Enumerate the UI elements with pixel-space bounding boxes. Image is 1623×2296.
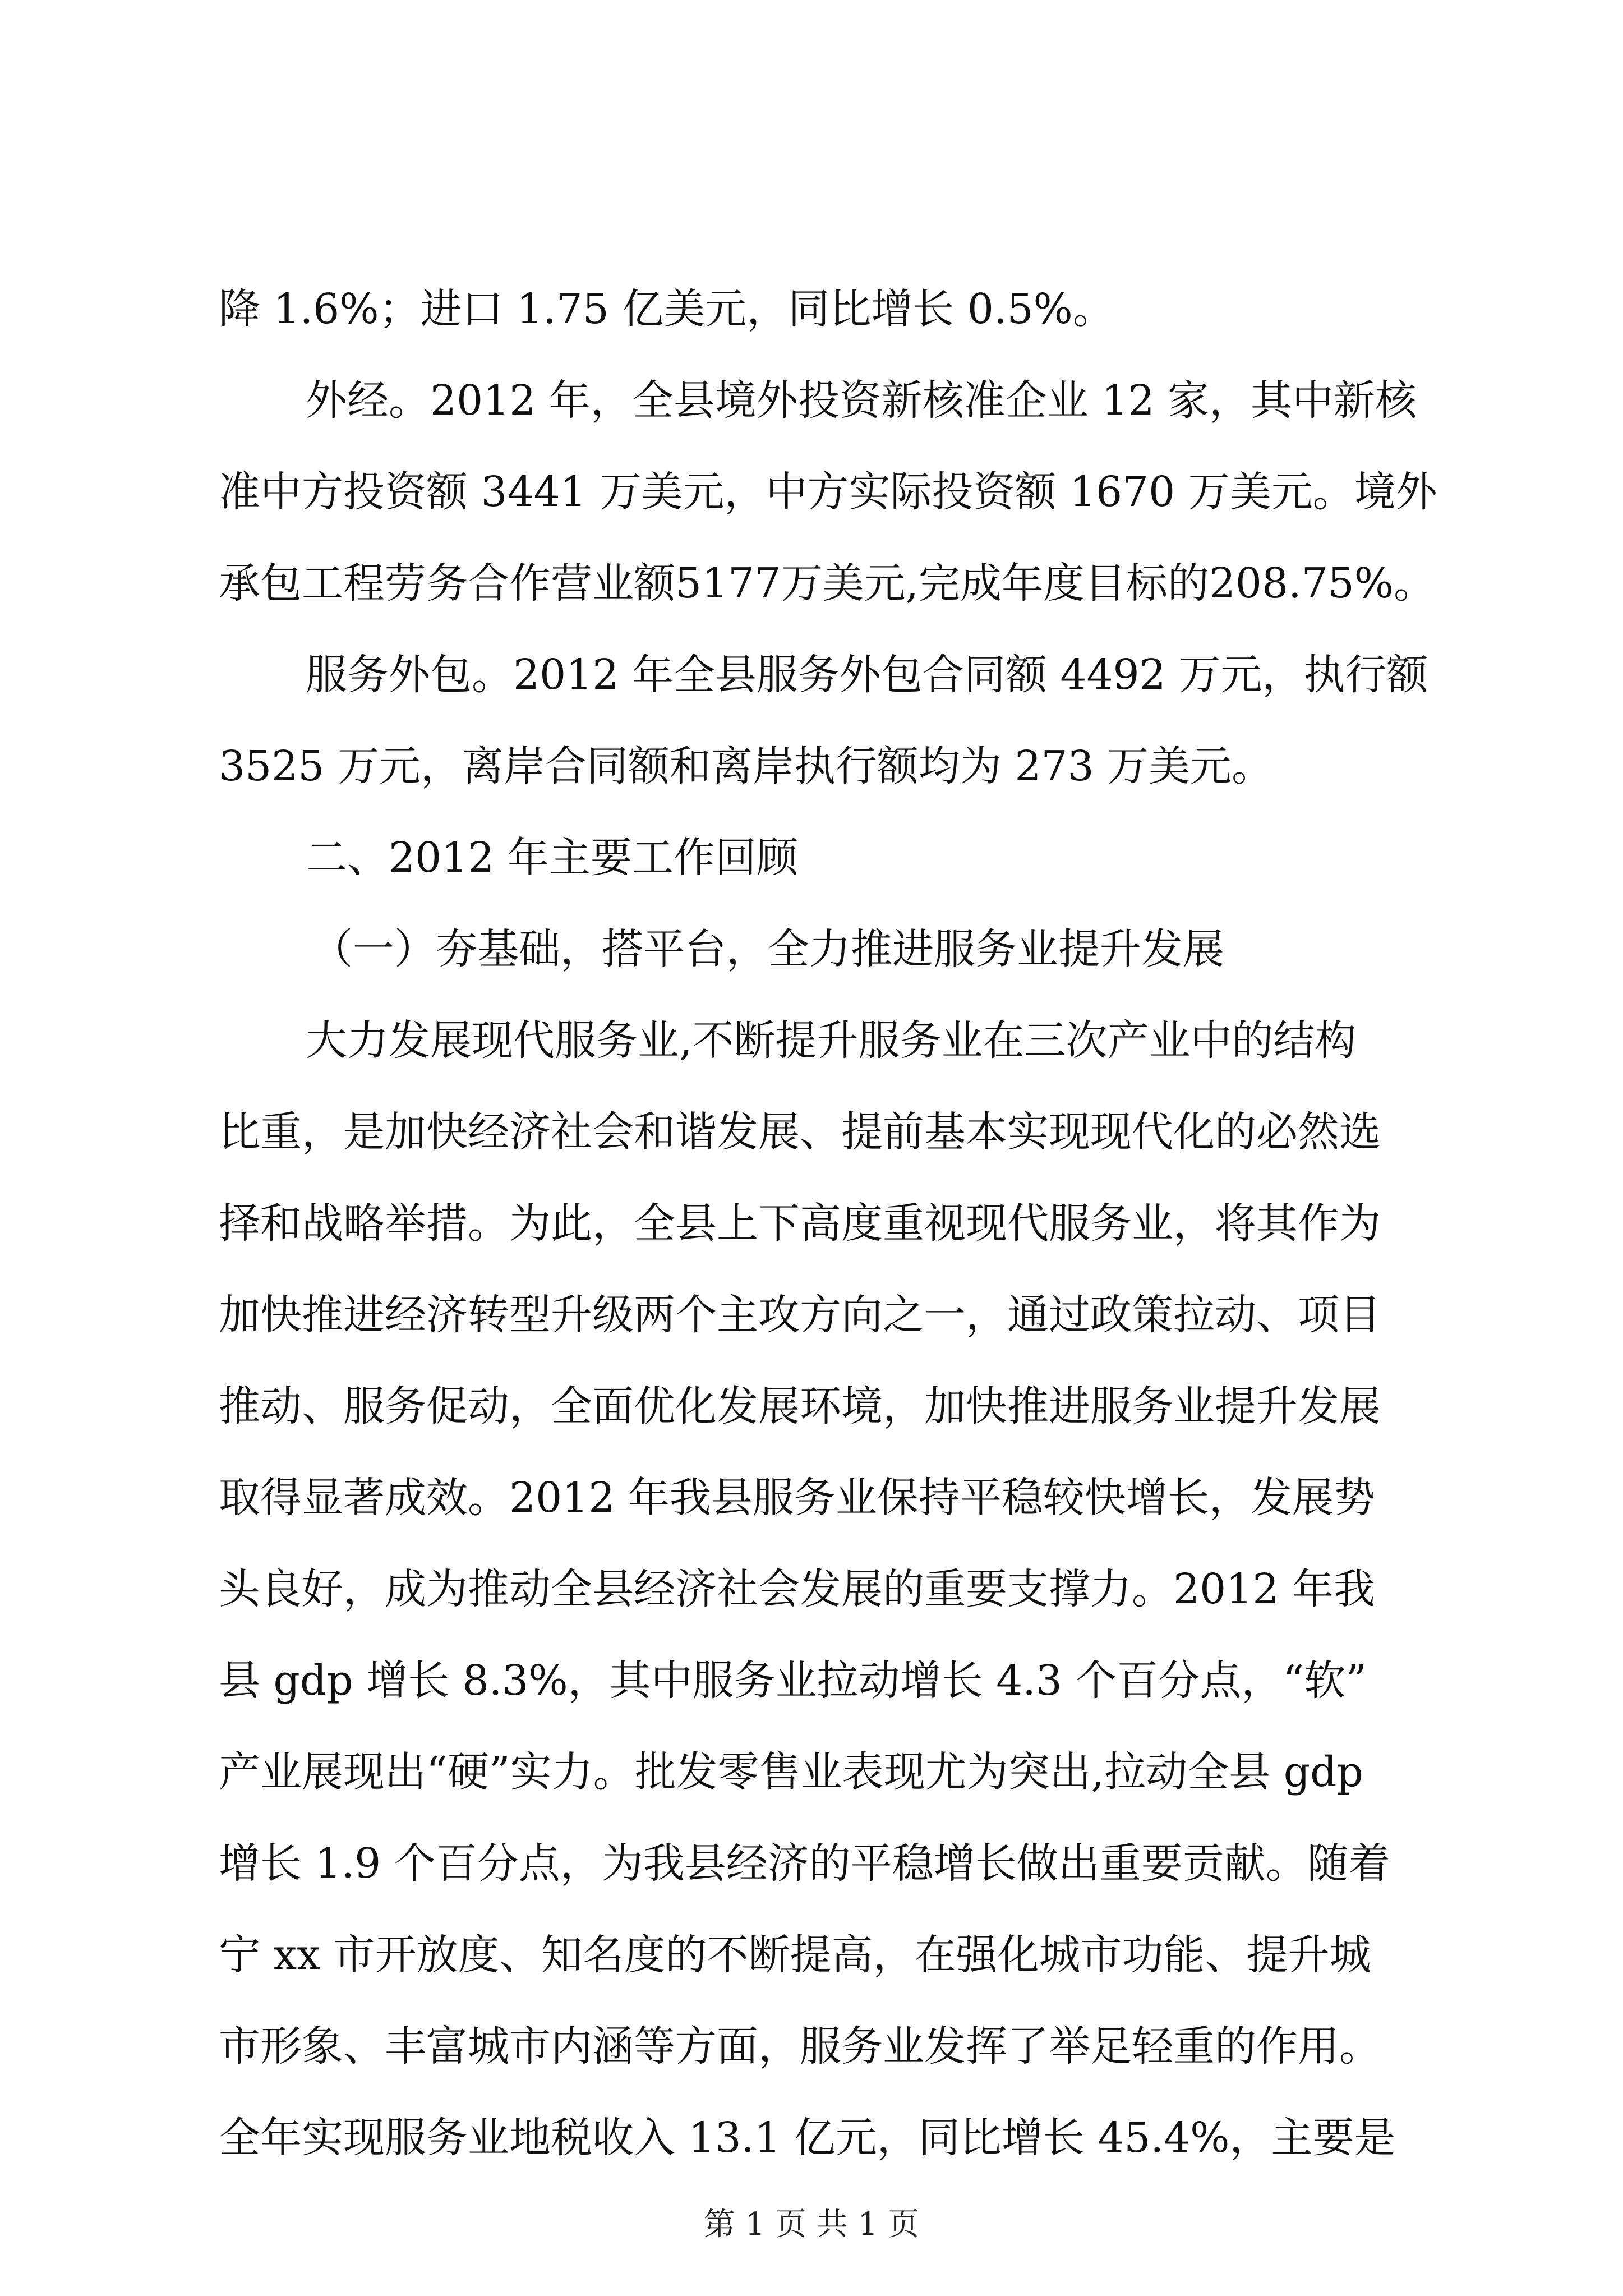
text-line-16-text: 县 gdp 增长 8.3%，其中服务业拉动增长 4.3 个百分点，“软” (219, 1657, 1367, 1705)
text-line-17-text: 产业展现出“硬”实力。批发零售业表现尤为突出,拉动全县 gdp (219, 1748, 1363, 1796)
text-line-9-text: 大力发展现代服务业,不断提升服务业在三次产业中的结构 (306, 1016, 1357, 1065)
text-line-19-text: 宁 xx 市开放度、知名度的不断提高，在强化城市功能、提升城 (219, 1931, 1371, 1979)
text-line-15-text: 头良好，成为推动全县经济社会发展的重要支撑力。2012 年我 (219, 1565, 1375, 1613)
text-line-11-text: 择和战略举措。为此，全县上下高度重视现代服务业，将其作为 (219, 1199, 1381, 1248)
text-line-2-text: 外经。2012 年，全县境外投资新核准企业 12 家，其中新核 (306, 376, 1417, 425)
text-line-20-text: 市形象、丰富城市内涵等方面，服务业发挥了举足轻重的作用。 (219, 2022, 1381, 2070)
page-footer: 第 1 页 共 1 页 (703, 2206, 920, 2243)
text-line-5-text: 服务外包。2012 年全县服务外包合同额 4492 万元，执行额 (306, 651, 1428, 699)
subsection-heading-text: （一）夯基础，搭平台，全力推进服务业提升发展 (311, 925, 1224, 973)
text-line-1-text: 降 1.6%；进口 1.75 亿美元，同比增长 0.5%。 (219, 285, 1114, 333)
text-line-3-text: 准中方投资额 3441 万美元，中方实际投资额 1670 万美元。境外 (219, 468, 1437, 516)
text-line-18-text: 增长 1.9 个百分点，为我县经济的平稳增长做出重要贡献。随着 (219, 1839, 1390, 1888)
text-line-21-text: 全年实现服务业地税收入 13.1 亿元，同比增长 45.4%，主要是 (219, 2114, 1396, 2162)
text-line-13-text: 推动、服务促动，全面优化发展环境，加快推进服务业提升发展 (219, 1382, 1381, 1430)
text-line-10-text: 比重，是加快经济社会和谐发展、提前基本实现现代化的必然选 (219, 1108, 1381, 1156)
text-line-6-text: 3525 万元，离岸合同额和离岸执行额均为 273 万美元。 (219, 742, 1274, 790)
text-line-12-text: 加快推进经济转型升级两个主攻方向之一，通过政策拉动、项目 (219, 1291, 1381, 1339)
text-line-4-text: 承包工程劳务合作营业额5177万美元,完成年度目标的208.75%。 (219, 559, 1436, 608)
section-heading-text: 二、2012 年主要工作回顾 (306, 834, 798, 882)
text-line-14-text: 取得显著成效。2012 年我县服务业保持平稳较快增长，发展势 (219, 1474, 1375, 1522)
